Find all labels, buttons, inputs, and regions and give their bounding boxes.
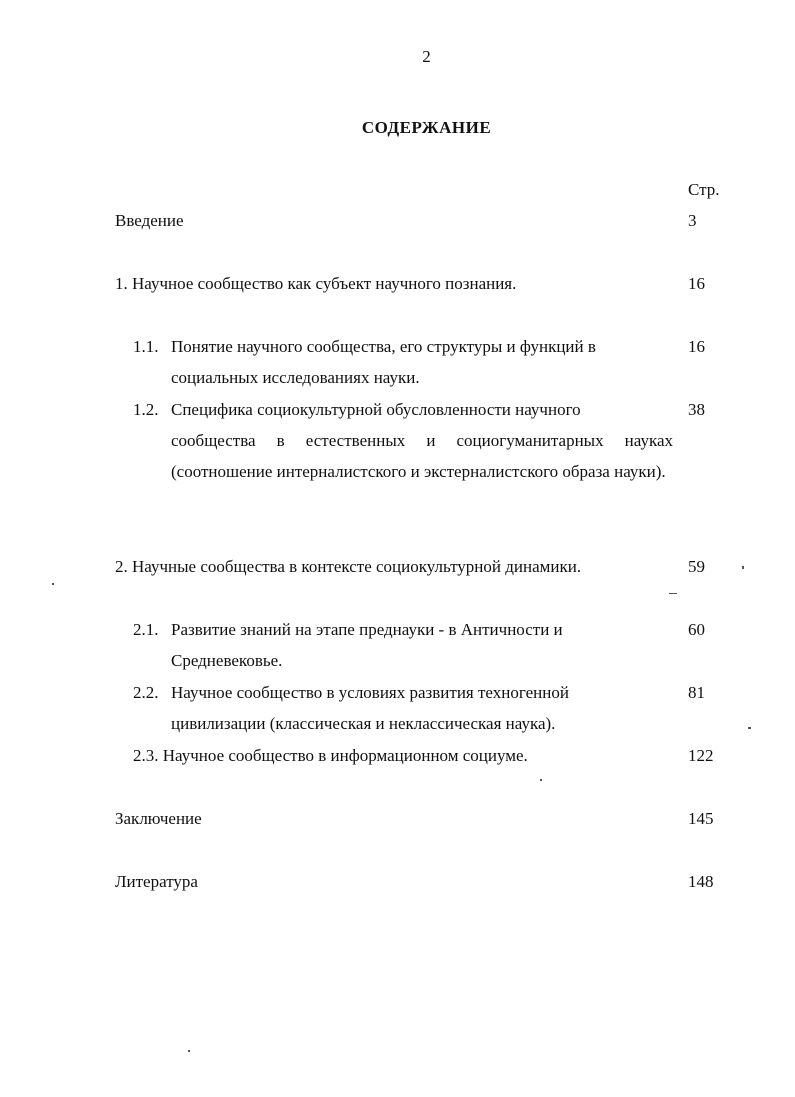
toc-entry-title: 1. Научное сообщество как субъект научного познания. <box>115 274 517 293</box>
toc-entry-page: 3 <box>688 211 697 230</box>
toc-entry-number: 2.1. <box>133 620 159 639</box>
toc-entry-title: Литература <box>115 872 198 891</box>
page-title: СОДЕРЖАНИЕ <box>361 118 492 137</box>
toc-entry-title: 2.3. Научное сообщество в информационном социуме. <box>133 746 528 765</box>
toc-entry-page: 38 <box>688 400 705 419</box>
toc-entry-page: 59 <box>688 557 705 576</box>
toc-entry-number: 1.1. <box>133 337 159 356</box>
scan-speck <box>742 566 744 569</box>
toc-entry-page: 16 <box>688 337 705 356</box>
scan-speck <box>540 779 542 781</box>
toc-entry-title-continuation: цивилизации (классическая и неклассическая наука). <box>171 714 556 733</box>
toc-entry-title: Понятие научного сообщества, его структуры и функций в <box>171 337 596 356</box>
toc-entry-page: 145 <box>688 809 714 828</box>
scan-speck <box>188 1050 190 1052</box>
toc-entry-page: 16 <box>688 274 705 293</box>
toc-entry-page: 60 <box>688 620 705 639</box>
toc-entry-title: Научное сообщество в условиях развития техногенной <box>171 683 569 702</box>
scan-speck <box>52 583 54 585</box>
pages-column-header: Стр. <box>688 180 720 199</box>
toc-entry-page: 122 <box>688 746 714 765</box>
toc-entry-page: 148 <box>688 872 714 891</box>
toc-entry-number: 1.2. <box>133 400 159 419</box>
scan-speck <box>669 593 677 594</box>
toc-entry-title: Введение <box>115 211 184 230</box>
toc-entry-title-continuation: Средневековье. <box>171 651 283 670</box>
toc-entry-title: Заключение <box>115 809 202 828</box>
toc-entry-title: Специфика социокультурной обусловленности научного <box>171 400 581 419</box>
scan-speck <box>748 727 751 729</box>
toc-entry-title: Развитие знаний на этапе преднауки - в Античности и <box>171 620 563 639</box>
toc-entry-title-continuation: социальных исследованиях науки. <box>171 368 420 387</box>
toc-entry-title-continuation: сообщества в естественных и социогуманитарных науках (соотношение интерналистского и экстерналистского образа науки). <box>171 431 673 481</box>
toc-entry-number: 2.2. <box>133 683 159 702</box>
toc-entry-title: 2. Научные сообщества в контексте социокультурной динамики. <box>115 557 582 576</box>
toc-entry-page: 81 <box>688 683 705 702</box>
page-number: 2 <box>422 47 431 66</box>
